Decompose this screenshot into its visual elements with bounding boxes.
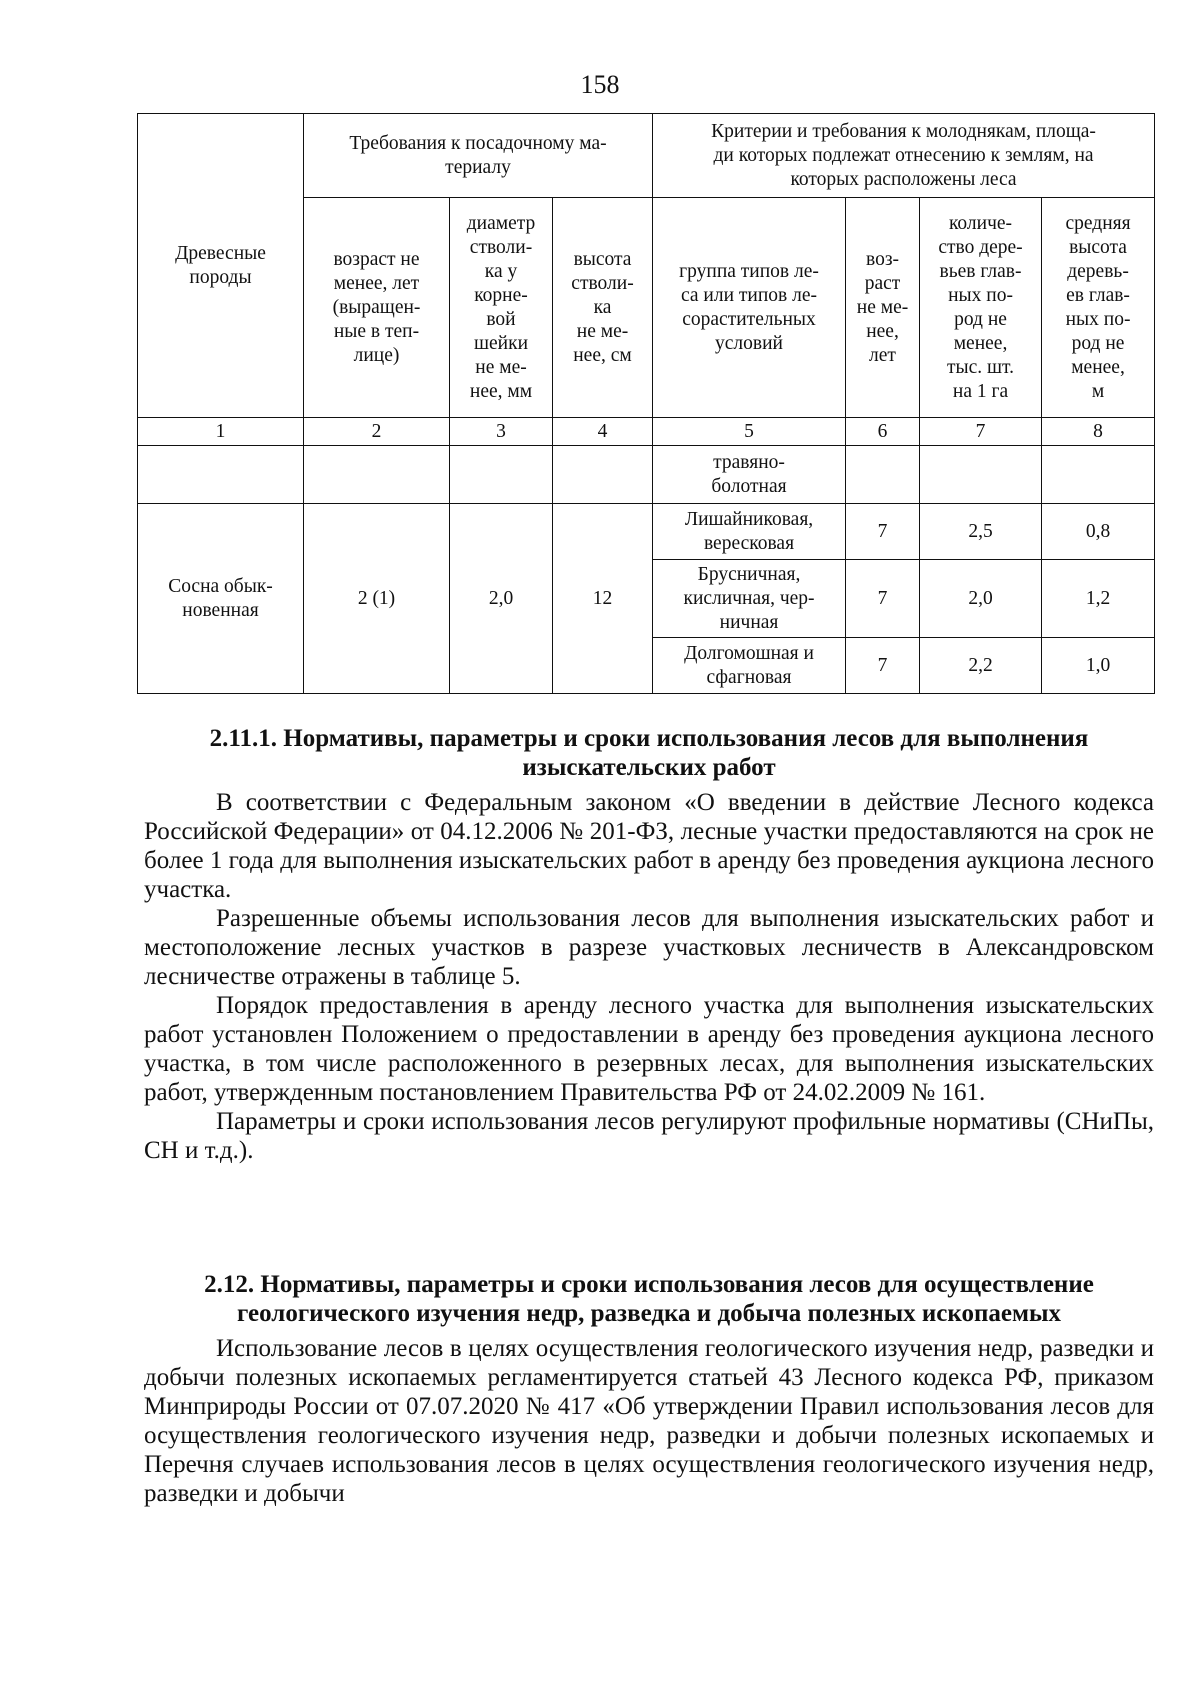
column-number: 3	[450, 418, 553, 446]
paragraph: Разрешенные объемы использования лесов для выполнения изыскательских работ и местоположение лесных участков в разрезе участковых лесничеств в Александровском лесничестве отражены в таблице 5.	[144, 905, 1154, 990]
header-tree-count: количе- ство дере- вьев глав- ных по- род не менее, тыс. шт. на 1 га	[920, 198, 1042, 418]
column-number: 4	[553, 418, 653, 446]
young-age-cell: 7	[846, 560, 920, 638]
section-2-11-1	[144, 724, 1154, 1165]
table-cell	[138, 446, 304, 504]
header-diameter: диаметр стволи- ка у корне- вой шейки не ме- нее, мм	[450, 198, 553, 418]
page-number: 158	[580, 70, 620, 99]
continuation-row	[138, 446, 1155, 504]
species-cell: Сосна обык- новенная	[138, 504, 304, 694]
table-cell	[1042, 446, 1155, 504]
column-number: 2	[304, 418, 450, 446]
column-number: 1	[138, 418, 304, 446]
section-heading: 2.12. Нормативы, параметры и сроки использования лесов для осуществление геологического изучения недр, разведка и добыча полезных ископаемых	[204, 1271, 1094, 1327]
avg-height-cell: 1,0	[1042, 638, 1155, 694]
forest-type-cell: травяно- болотная	[653, 446, 846, 504]
forest-type-cell: Брусничная, кисличная, чер- ничная	[653, 560, 846, 638]
young-age-cell: 7	[846, 504, 920, 560]
young-age-cell: 7	[846, 638, 920, 694]
table-cell	[553, 446, 653, 504]
paragraph: В соответствии с Федеральным законом «О введении в действие Лесного кодекса Российской Федерации» от 04.12.2006 № 201-ФЗ, лесные участки предоставляются на срок не более 1 года для выполнения изыскательских работ в аренду без проведения аукциона лесного участка.	[144, 789, 1154, 903]
header-avg-height: средняя высота деревь- ев глав- ных по- род не менее, м	[1042, 198, 1155, 418]
table-cell	[450, 446, 553, 504]
header-planting-material: Требования к посадочному ма- териалу	[304, 114, 653, 198]
column-number: 8	[1042, 418, 1155, 446]
column-number: 5	[653, 418, 846, 446]
section-2-12	[144, 1270, 1154, 1508]
header-age: возраст не менее, лет (выращен- ные в теп- лице)	[304, 198, 450, 418]
header-young-stand-criteria: Критерии и требования к молоднякам, площа- ди которых подлежат отнесению к землям, на которых расположены леса	[653, 114, 1155, 198]
forest-type-cell: Лишайниковая, вересковая	[653, 504, 846, 560]
header-young-age: воз- раст не ме- нее, лет	[846, 198, 920, 418]
age-cell: 2 (1)	[304, 504, 450, 694]
avg-height-cell: 1,2	[1042, 560, 1155, 638]
forest-type-cell: Долгомошная и сфагновая	[653, 638, 846, 694]
paragraph: Использование лесов в целях осуществления геологического изучения недр, разведки и добычи полезных ископаемых регламентируется статьей 43 Лесного кодекса РФ, приказом Минприроды России от 07.07.2020 № 417 «Об утверждении Правил использования лесов для осуществления геологического изучения недр, разведки и добычи полезных ископаемых и Перечня случаев использования лесов в целях осуществления геологического изучения недр, разведки и добычи	[144, 1335, 1154, 1507]
header-forest-type: группа типов ле- са или типов ле- сорастительных условий	[653, 198, 846, 418]
planting-requirements-table	[137, 113, 1155, 694]
height-cell: 12	[553, 504, 653, 694]
diameter-cell: 2,0	[450, 504, 553, 694]
column-number: 6	[846, 418, 920, 446]
tree-count-cell: 2,5	[920, 504, 1042, 560]
paragraph: Порядок предоставления в аренду лесного участка для выполнения изыскательских работ установлен Положением о предоставлении в аренду без проведения аукциона лесного участка, в том числе расположенного в резервных лесах, для выполнения изыскательских работ, утвержденным постановлением Правительства РФ от 24.02.2009 № 161.	[144, 992, 1154, 1106]
tree-count-cell: 2,0	[920, 560, 1042, 638]
table-cell	[304, 446, 450, 504]
section-heading: 2.11.1. Нормативы, параметры и сроки использования лесов для выполнения изыскательских работ	[209, 725, 1089, 781]
paragraph: Параметры и сроки использования лесов регулируют профильные нормативы (СНиПы, СН и т.д.).	[144, 1108, 1154, 1164]
column-number-row	[138, 418, 1155, 446]
header-height: высота стволи- ка не ме- нее, см	[553, 198, 653, 418]
tree-count-cell: 2,2	[920, 638, 1042, 694]
table-cell	[920, 446, 1042, 504]
avg-height-cell: 0,8	[1042, 504, 1155, 560]
table-cell	[846, 446, 920, 504]
header-species: Древесные породы	[138, 114, 304, 418]
column-number: 7	[920, 418, 1042, 446]
header-row-1	[138, 114, 1155, 198]
table-row	[138, 504, 1155, 560]
